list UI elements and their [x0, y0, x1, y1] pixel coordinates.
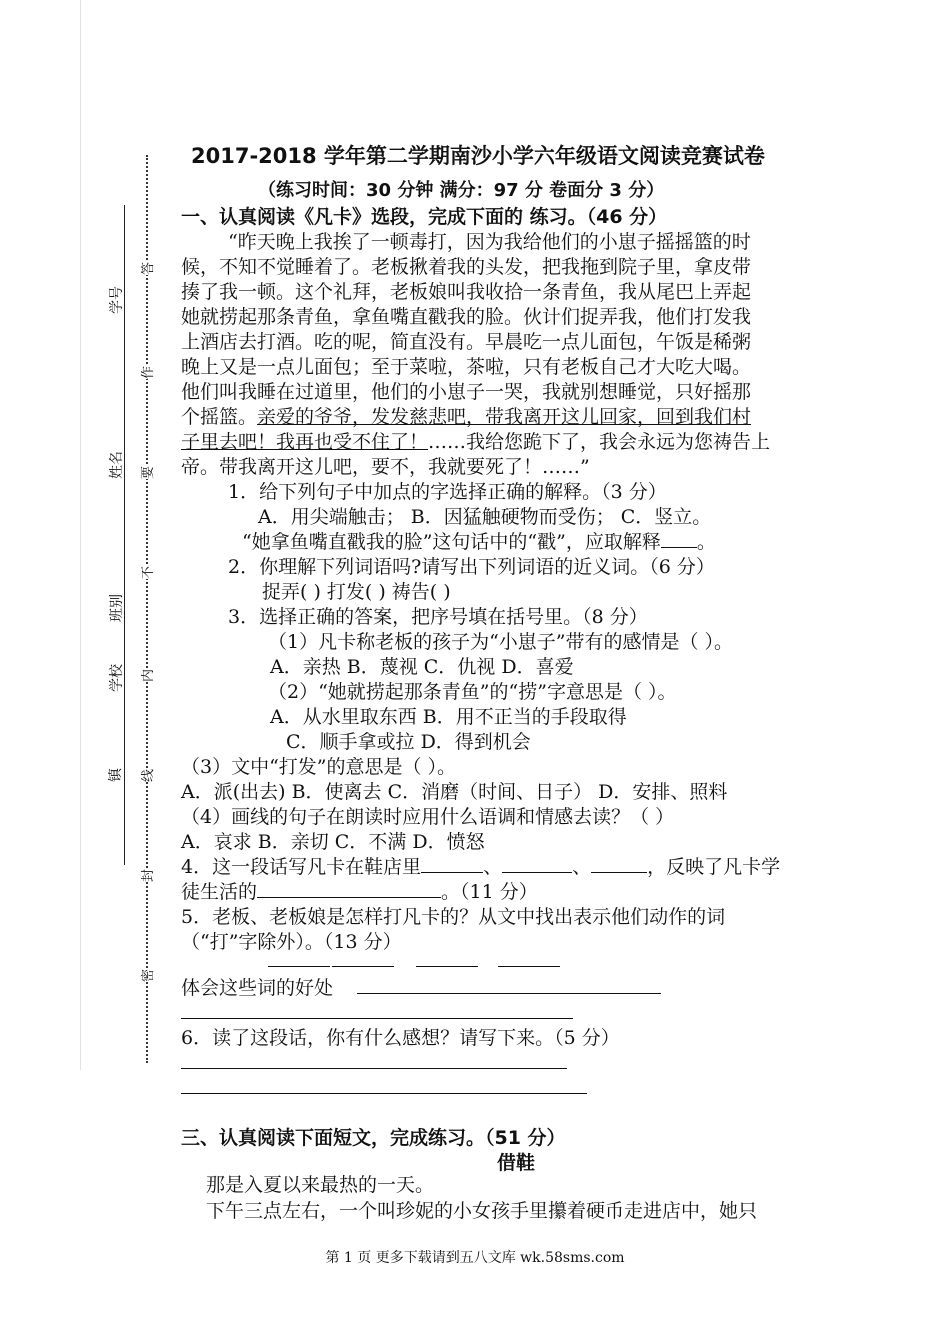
seal-char-yao: 要	[136, 466, 157, 479]
question-3-2: （2）“她就捞起那条青鱼”的“捞”字意思是（ ）。	[268, 681, 677, 703]
question-1-end: 。	[696, 531, 716, 553]
question-6: 6．读了这段话，你有什么感想？请写下来。（5 分）	[181, 1027, 620, 1049]
question-2-words: 捉弄( ) 打发( ) 祷告( )	[262, 581, 451, 603]
question-3-2-options-a: A．从水里取东西 B．用不正当的手段取得	[270, 706, 627, 728]
answer-blank[interactable]	[257, 878, 441, 898]
answer-line[interactable]	[416, 966, 478, 967]
question-5-benefit: 体会这些词的好处	[181, 977, 334, 999]
question-1: 1．给下列句子中加点的字选择正确的解释。（3 分）	[228, 481, 667, 503]
answer-line[interactable]	[357, 993, 661, 994]
question-4-cont	[181, 877, 538, 904]
question-4-text: 。（11 分）	[441, 881, 538, 903]
seal-char-xian: 线	[136, 769, 157, 782]
answer-line[interactable]	[332, 966, 394, 967]
question-2: 2．你理解下列词语吗?请写出下列词语的近义词。（6 分）	[228, 556, 715, 578]
passage-line: 揍了我一顿。这个礼拜，老板娘叫我收拾一条青鱼，我从尾巴上弄起	[181, 281, 752, 303]
passage-line: “昨天晚上我挨了一顿毒打，因为我给他们的小崽子摇摇篮的时	[228, 231, 751, 253]
seal-char-da: 答	[136, 262, 157, 275]
answer-line[interactable]	[268, 966, 330, 967]
question-4-text: ，反映了凡卡学	[647, 856, 781, 878]
question-1-sentence-text: “她拿鱼嘴直戳我的脸”这句话中的“戳”，应取解释	[242, 531, 661, 553]
seal-char-zuo: 作	[136, 366, 157, 379]
answer-blank[interactable]	[421, 853, 483, 873]
passage-line: 她就捞起那条青鱼，拿鱼嘴直戳我的脸。伙计们捉弄我，他们打发我	[181, 306, 752, 328]
seal-char-mi: 密	[136, 969, 157, 982]
answer-line[interactable]	[181, 1093, 587, 1094]
page-left-edge	[80, 0, 81, 1070]
margin-label-town: 镇	[108, 768, 124, 782]
passage-line: 晚上又是一点儿面包；至于菜啦，茶啦，只有老板自己才大吃大喝。	[181, 356, 752, 378]
margin-label-class: 班别	[109, 594, 125, 622]
story-paragraph: 下午三点左右，一个叫珍妮的小女孩手里攥着硬币走进店中，她只	[206, 1200, 758, 1222]
question-4	[181, 852, 780, 879]
section1-heading: 一、认真阅读《凡卡》选段，完成下面的 练习。（46 分）	[181, 206, 668, 228]
question-3-1: （1）凡卡称老板的孩子为“小崽子”带有的感情是（ ）。	[268, 631, 734, 653]
seal-char-nei: 内	[136, 669, 157, 682]
exam-title: 2017-2018 学年第二学期南沙小学六年级语文阅读竞赛试卷	[191, 144, 765, 168]
margin-label-name: 姓名	[109, 451, 125, 479]
question-3-4: （4）画线的句子在朗读时应用什么语调和情感去读？（ ）	[181, 806, 675, 828]
passage-line: 上酒店去打酒。吃的呢，简直没有。早晨吃一点儿面包，午饭是稀粥	[181, 331, 752, 353]
question-3-3: （3）文中“打发”的意思是（ ）。	[181, 756, 457, 778]
question-3-3-options: A．派(出去) B．使离去 C．消磨（时间、日子） D．安排、照料	[181, 781, 728, 803]
answer-line[interactable]	[181, 1068, 567, 1069]
passage-line	[181, 402, 751, 429]
seal-char-feng: 封	[136, 869, 157, 882]
story-paragraph: 那是入夏以来最热的一天。	[206, 1174, 435, 1196]
answer-line[interactable]	[498, 966, 560, 967]
passage-line	[181, 427, 770, 454]
question-3-1-options: A．亲热 B．蔑视 C．仇视 D．喜爱	[270, 656, 574, 678]
passage-plain-text: 个摇篮。	[181, 406, 258, 428]
answer-line[interactable]	[181, 1018, 573, 1019]
margin-label-student-number: 学号	[109, 286, 125, 314]
passage-plain-text: ……我给您跪下了，我会永远为您祷告上	[428, 431, 771, 453]
question-4-text: 徒生活的	[181, 881, 258, 903]
question-5: 5．老板、老板娘是怎样打凡卡的？从文中找出表示他们动作的词	[181, 906, 726, 928]
question-3-2-options-b: C．顺手拿或拉 D．得到机会	[286, 731, 531, 753]
passage-line: 他们叫我睡在过道里，他们的小崽子一哭，我就别想睡觉，只好摇那	[181, 381, 752, 403]
page-footer: 第 1 页 更多下载请到五八文库 wk.58sms.com	[325, 1250, 625, 1266]
seal-char-bu: 不	[136, 566, 157, 579]
separator: 、	[483, 856, 503, 878]
answer-blank[interactable]	[661, 528, 697, 548]
margin-dotted-line	[146, 155, 148, 1063]
question-3-4-options: A．哀求 B．亲切 C．不满 D．愤怒	[181, 831, 485, 853]
passage-line: 候，不知不觉睡着了。老板揪着我的头发，把我拖到院子里，拿皮带	[181, 256, 752, 278]
margin-label-school: 学校	[109, 664, 125, 692]
question-1-sentence	[242, 527, 716, 554]
separator: 、	[572, 856, 592, 878]
exam-subtitle: （练习时间：30 分钟 满分：97 分 卷面分 3 分）	[258, 180, 665, 201]
answer-blank[interactable]	[591, 853, 647, 873]
underlined-sentence: 亲爱的爷爷，发发慈悲吧，带我离开这儿回家，回到我们村	[257, 406, 752, 428]
section3-heading: 三、认真阅读下面短文，完成练习。（51 分）	[181, 1127, 566, 1149]
story-title: 借鞋	[497, 1152, 536, 1174]
question-3: 3．选择正确的答案，把序号填在括号里。（8 分）	[228, 606, 648, 628]
passage-line: 帝。带我离开这儿吧，要不，我就要死了！……”	[181, 456, 590, 478]
question-5-cont: （“打”字除外）。（13 分）	[181, 931, 402, 953]
underlined-sentence: 子里去吧！我再也受不住了！	[181, 431, 429, 453]
question-4-text: 4．这一段话写凡卡在鞋店里	[181, 856, 422, 878]
question-1-options: A．用尖端触击； B．因猛触硬物而受伤； C．竖立。	[258, 506, 712, 528]
answer-blank[interactable]	[502, 853, 572, 873]
